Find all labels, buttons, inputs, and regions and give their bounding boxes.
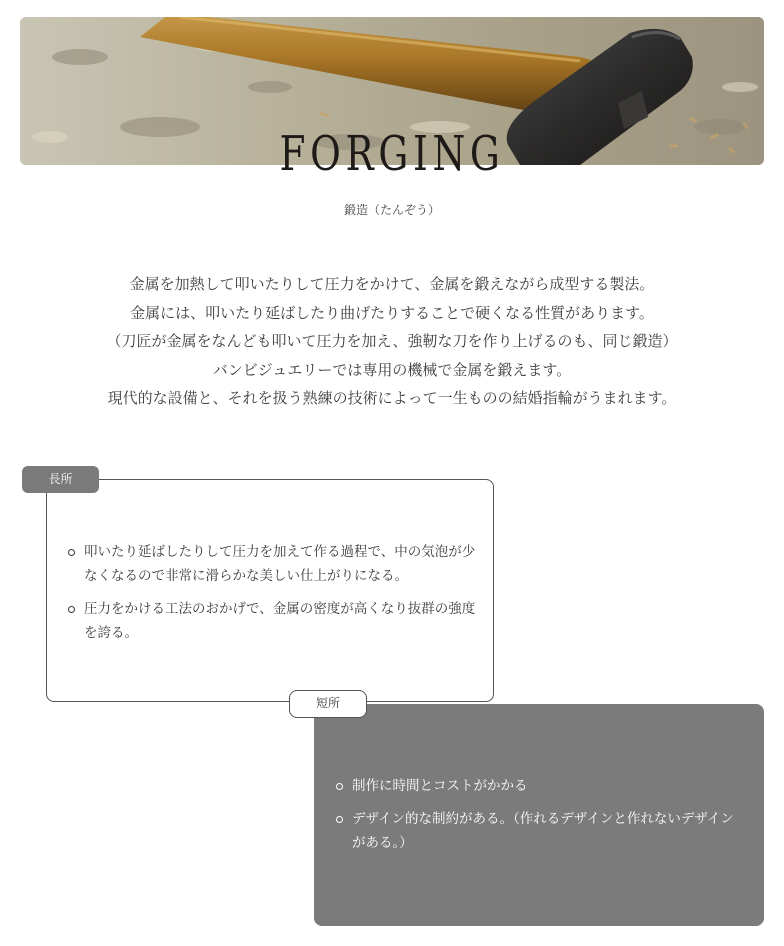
intro-line: バンビジュエリーでは専用の機械で金属を鍛えます。 [212,360,572,379]
intro-line: 金属には、叩いたり延ばしたり曲げたりすることで硬くなる性質があります。 [130,303,654,322]
pros-label: 長所 [22,466,99,493]
list-item: デザイン的な制約がある。（作れるデザインと作れないデザインがある。） [336,807,746,855]
intro-line: （刀匠が金属をなんども叩いて圧力を加え、強靭な刀を作り上げるのも、同じ鍛造） [106,332,678,350]
list-item: 圧力をかける工法のおかげで、金属の密度が高くなり抜群の強度を誇る。 [68,597,476,645]
list-item: 叩いたり延ばしたりして圧力を加えて作る過程で、中の気泡が少なくなるので非常に滑らかな美しい仕上がりになる。 [68,540,476,588]
intro-line: 金属を加熱して叩いたりして圧力をかけて、金属を鍛えながら成型する製法。 [129,275,655,293]
cons-list [336,774,746,864]
pros-list [68,540,476,654]
intro-paragraph [0,270,784,413]
cons-label: 短所 [289,690,367,718]
page-subtitle: 鍛造（たんぞう） [343,203,440,217]
page-title: FORGING [279,126,505,182]
list-item: 制作に時間とコストがかかる [336,774,746,798]
intro-line: 現代的な設備と、それを扱う熟練の技術によって一生ものの結婚指輪がうまれます。 [107,389,677,407]
